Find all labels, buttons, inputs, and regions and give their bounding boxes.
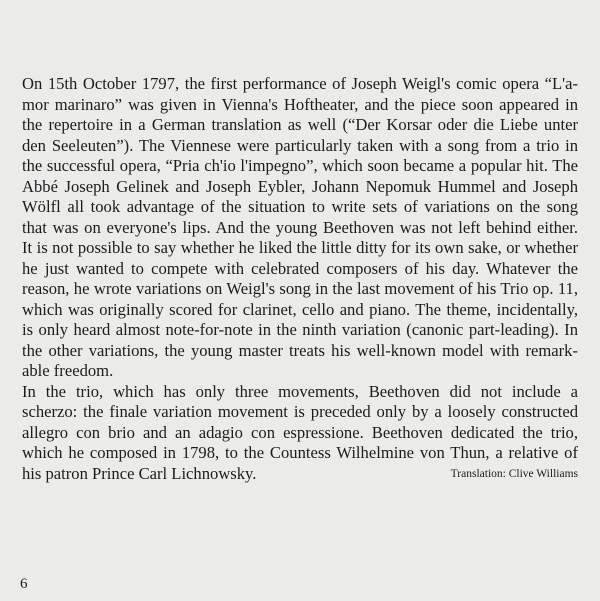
body-text (22, 74, 578, 484)
text-line: which was originally scored for clarinet, cello and piano. The theme, incidentally, (22, 299, 578, 319)
text-line: the other variations, the young master treats his well-known model with remark- (22, 340, 578, 360)
translation-credit: Translation: Clive Williams (450, 467, 578, 480)
text-line: the repertoire in a German translation as well (“Der Korsar oder die Liebe unter (22, 115, 578, 134)
text-line: scherzo: the finale variation movement is preceded only by a loosely constructed (22, 402, 578, 421)
text-line: Wölfl all took advantage of the situation to write sets of variations on the song (22, 197, 578, 216)
text-line: the successful opera, “Pria ch'io l'impegno”, which soon became a popular hit. The (22, 156, 578, 175)
paragraph-2 (22, 382, 578, 485)
text-line: that was on everyone's lips. And the young Beethoven was not left behind either. (22, 217, 578, 237)
text-line: It is not possible to say whether he liked the little ditty for its own sake, or whether (22, 238, 578, 257)
page-number: 6 (20, 576, 28, 592)
text-line: is only heard almost note-for-note in the ninth variation (canonic part-leading). In (22, 320, 578, 339)
paragraph-1 (22, 74, 578, 382)
text-line: his patron Prince Carl Lichnowsky. (22, 463, 257, 483)
text-line: able freedom. (22, 361, 114, 380)
final-line (22, 464, 578, 485)
text-line: den Seeleuten”). The Viennese were particularly taken with a song from a trio in (22, 135, 578, 155)
text-line: reason, he wrote variations on Weigl's song in the last movement of his Trio op. 11, (22, 279, 578, 298)
text-line: In the trio, which has only three movements, Beethoven did not include a (22, 381, 578, 401)
text-line: Abbé Joseph Gelinek and Joseph Eybler, Johann Nepomuk Hummel and Joseph (22, 176, 578, 196)
text-line: mor marinaro” was given in Vienna's Hoftheater, and the piece soon appeared in (22, 94, 578, 114)
text-line: which he composed in 1798, to the Countess Wilhelmine von Thun, a relative of (22, 443, 578, 462)
text-line: he just wanted to compete with celebrated composers of his day. Whatever the (22, 258, 578, 278)
text-line: On 15th October 1797, the first performance of Joseph Weigl's comic opera “L'a- (22, 74, 578, 93)
text-line: allegro con brio and an adagio con espressione. Beethoven dedicated the trio, (22, 422, 578, 442)
